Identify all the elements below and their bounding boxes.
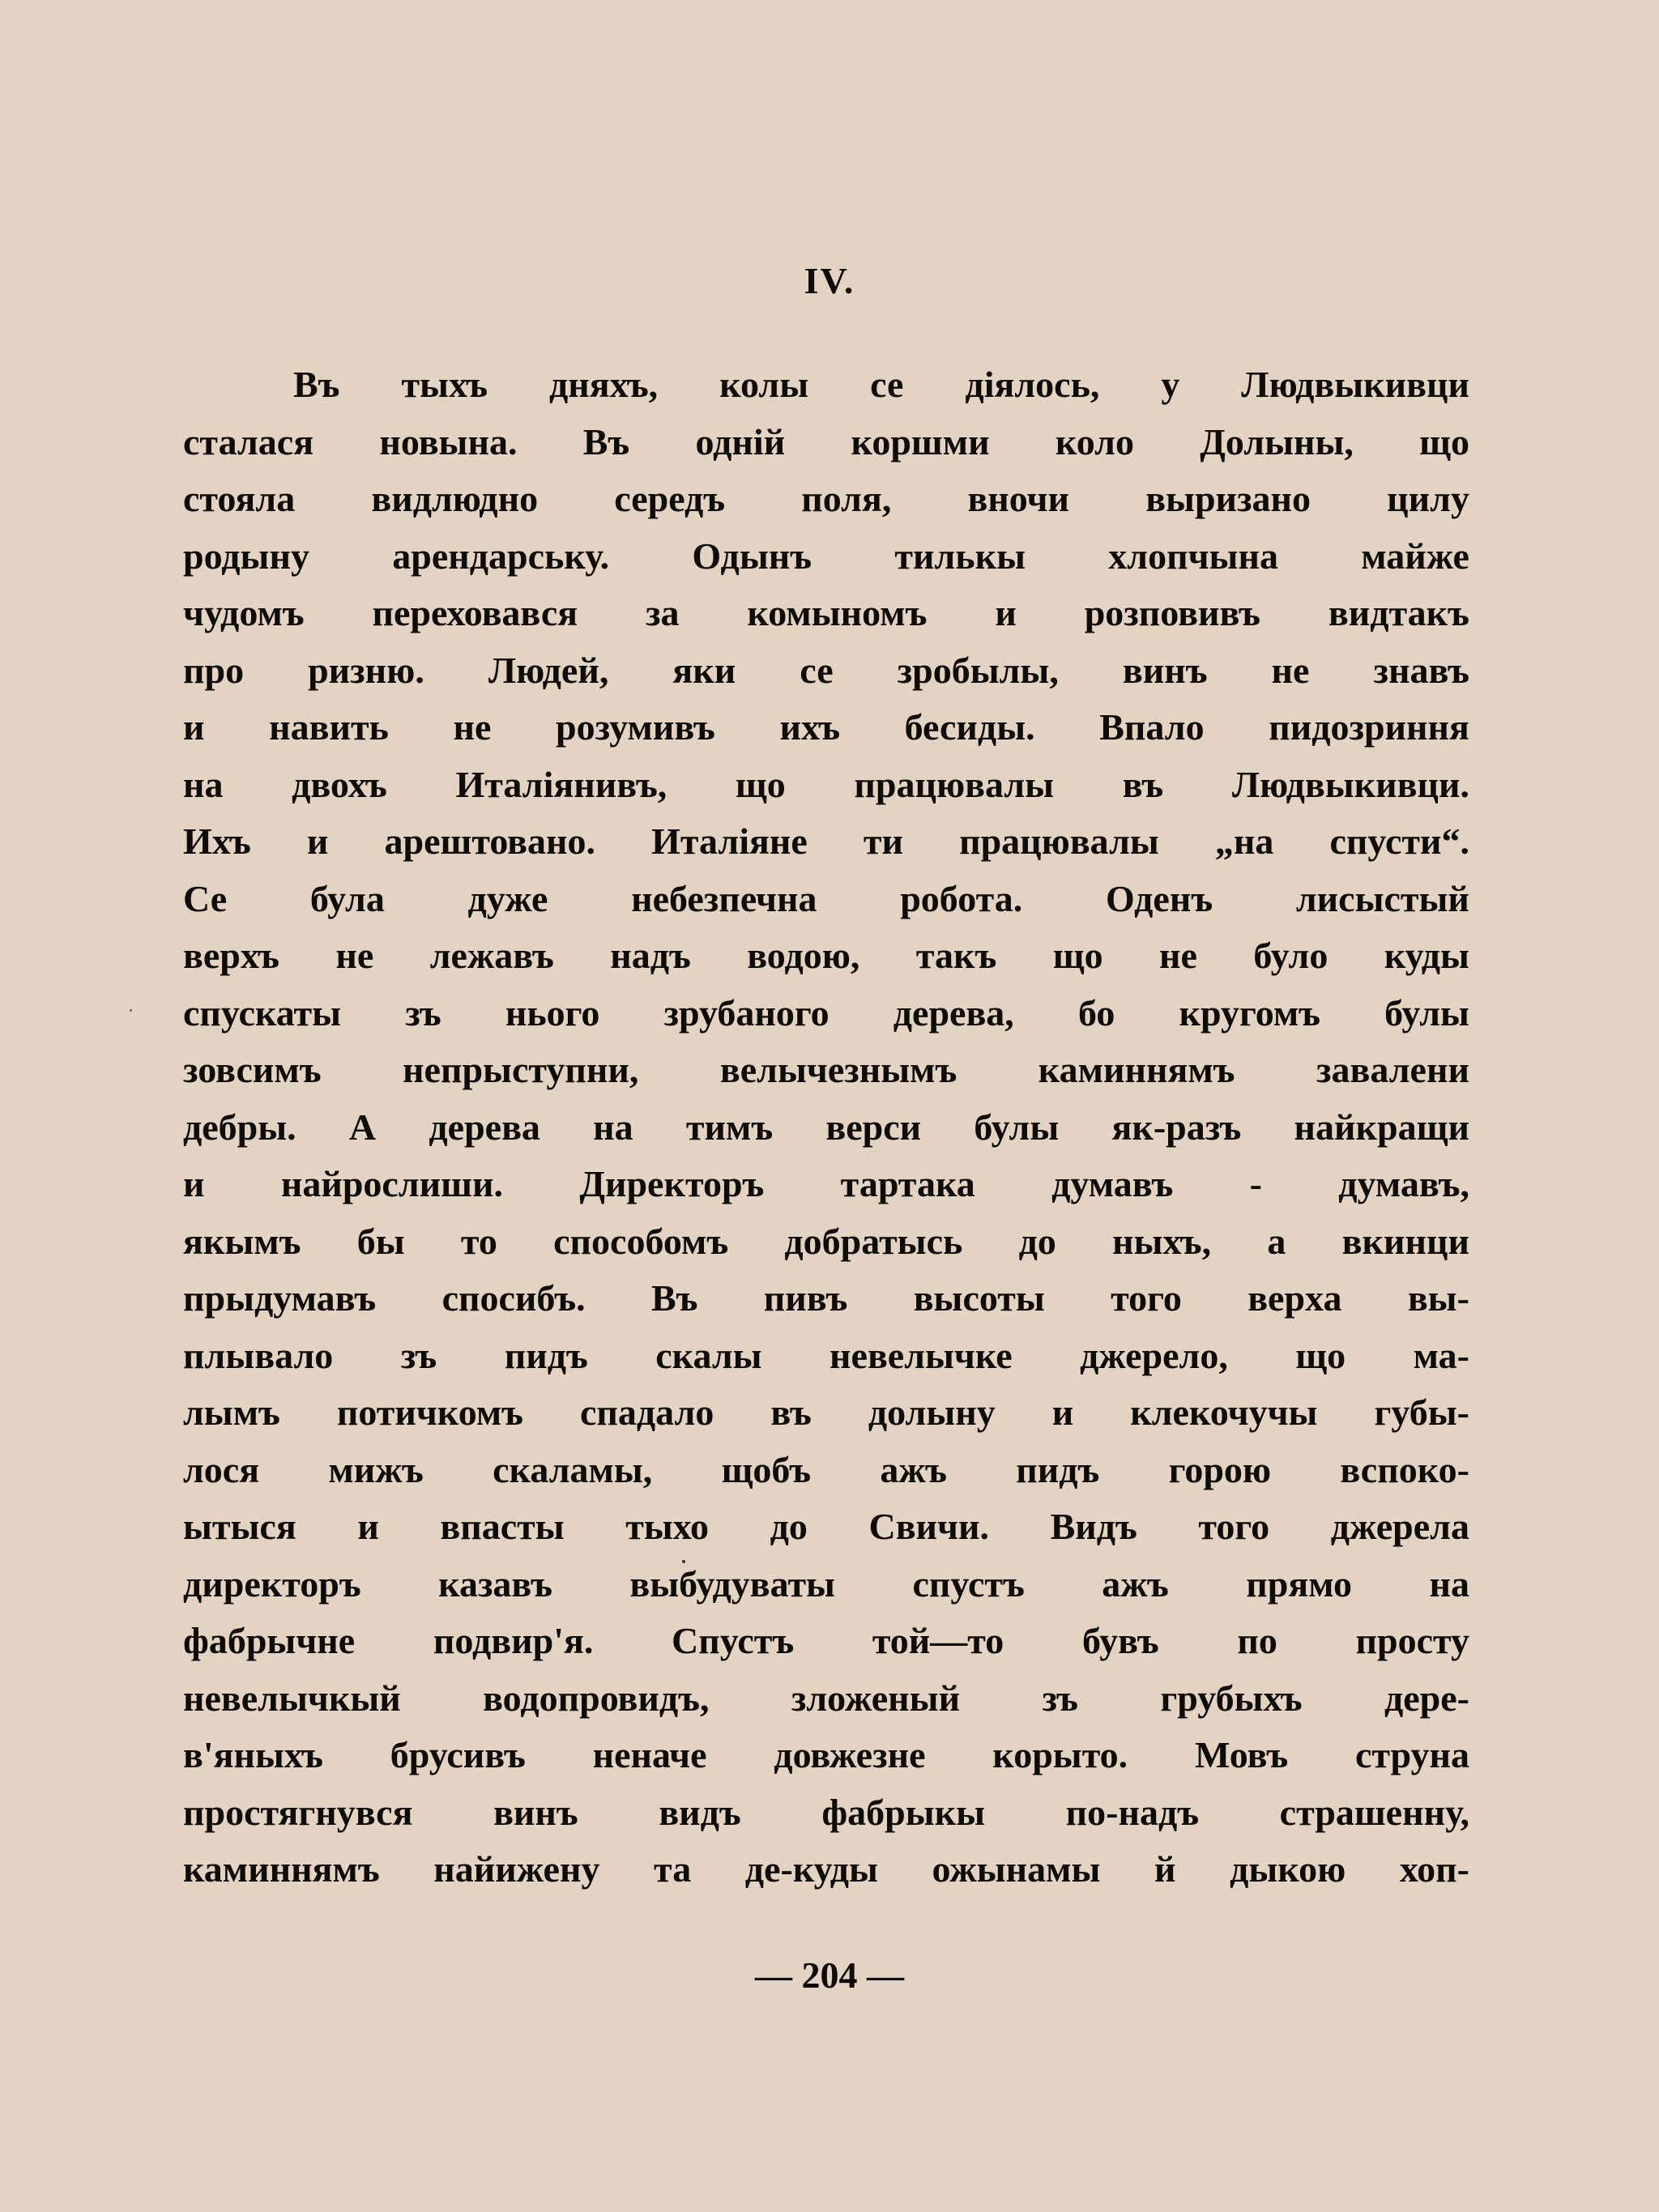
word: дыкою bbox=[1230, 1848, 1346, 1890]
word: долыну bbox=[868, 1392, 996, 1433]
word: Свичи. bbox=[868, 1506, 989, 1547]
word: и bbox=[183, 1163, 205, 1204]
word: непрыступни, bbox=[403, 1049, 639, 1090]
word: грубыхъ bbox=[1160, 1677, 1303, 1719]
word: Людей, bbox=[488, 649, 609, 691]
word: лисыстый bbox=[1295, 877, 1469, 919]
word: невелычке bbox=[830, 1334, 1013, 1376]
word: переховався bbox=[372, 592, 578, 633]
word: нього bbox=[505, 991, 600, 1034]
word: розповивъ bbox=[1084, 592, 1260, 633]
word: плывало bbox=[183, 1334, 334, 1376]
text-line bbox=[183, 1270, 1469, 1328]
word: ажъ bbox=[880, 1448, 947, 1490]
word: найкращи bbox=[1294, 1106, 1469, 1148]
word: и bbox=[1051, 1392, 1074, 1433]
word: зложеный bbox=[791, 1677, 961, 1719]
word: зрубаного bbox=[663, 991, 830, 1034]
word: хоп- bbox=[1399, 1848, 1469, 1890]
word: зъ bbox=[1042, 1677, 1078, 1719]
word: дняхъ, bbox=[548, 364, 659, 405]
word: скаламы, bbox=[493, 1448, 653, 1490]
word: на bbox=[1429, 1562, 1469, 1605]
word: й bbox=[1154, 1848, 1176, 1890]
word: Людвыкивци bbox=[1241, 364, 1469, 405]
word: брусивъ bbox=[390, 1734, 526, 1775]
word: що bbox=[1419, 420, 1469, 462]
text-line bbox=[183, 356, 1469, 414]
word: джерело, bbox=[1080, 1334, 1228, 1376]
text-line bbox=[183, 813, 1469, 871]
word: ажъ bbox=[1102, 1562, 1169, 1605]
word: арештовано. bbox=[384, 820, 596, 862]
word: що bbox=[1052, 935, 1103, 976]
word: працювалы bbox=[959, 820, 1159, 862]
word: комыномъ bbox=[747, 592, 928, 633]
word: колы bbox=[719, 364, 809, 405]
word: якымъ bbox=[183, 1220, 301, 1262]
word: не bbox=[1271, 649, 1310, 691]
word: арендарську. bbox=[392, 535, 610, 577]
word: до bbox=[1018, 1220, 1056, 1262]
word: верха bbox=[1247, 1277, 1342, 1319]
word: тимъ bbox=[685, 1106, 774, 1148]
word: той—то bbox=[872, 1620, 1004, 1661]
word: се bbox=[800, 649, 834, 691]
word: Оденъ bbox=[1105, 877, 1213, 919]
word: зъ bbox=[405, 991, 441, 1034]
text-line bbox=[183, 642, 1469, 700]
text-line bbox=[183, 414, 1469, 471]
word: пидъ bbox=[504, 1334, 588, 1376]
word: пидозриння bbox=[1269, 706, 1469, 748]
word: пивъ bbox=[763, 1277, 848, 1319]
text-line bbox=[183, 1042, 1469, 1099]
word: не bbox=[453, 706, 492, 748]
word: такъ bbox=[915, 935, 997, 976]
word: куды bbox=[1384, 935, 1469, 976]
word: Долыны, bbox=[1200, 420, 1354, 462]
word: бы bbox=[356, 1220, 405, 1262]
word: страшенну, bbox=[1279, 1791, 1469, 1833]
text-line bbox=[183, 1442, 1469, 1499]
text-line bbox=[183, 871, 1469, 928]
word: неначе bbox=[592, 1734, 707, 1775]
word: въ bbox=[1122, 763, 1164, 805]
word: надъ bbox=[610, 935, 691, 976]
text-line bbox=[183, 528, 1469, 586]
word: прямо bbox=[1246, 1562, 1352, 1605]
text-line bbox=[183, 757, 1469, 814]
text-line bbox=[183, 585, 1469, 642]
word: булы bbox=[974, 1106, 1060, 1148]
word: було bbox=[1253, 935, 1328, 976]
word: стояла bbox=[183, 478, 296, 519]
word: лымъ bbox=[183, 1392, 280, 1433]
word: спустъ bbox=[912, 1562, 1025, 1605]
word: Въ bbox=[293, 364, 340, 405]
word: бесиды. bbox=[904, 706, 1035, 748]
word: Впало bbox=[1099, 706, 1205, 748]
word: думавъ bbox=[1051, 1163, 1174, 1204]
word: ытыся bbox=[183, 1506, 296, 1547]
word: майже bbox=[1361, 535, 1469, 577]
word: скалы bbox=[655, 1334, 762, 1376]
word: небезпечна bbox=[631, 877, 817, 919]
word: невелычкый bbox=[183, 1677, 401, 1719]
text-line bbox=[183, 1156, 1469, 1213]
word: по bbox=[1237, 1620, 1277, 1661]
word: способомъ bbox=[553, 1220, 729, 1262]
word: Видъ bbox=[1050, 1506, 1137, 1547]
word: то bbox=[460, 1220, 497, 1262]
word: на bbox=[183, 763, 224, 805]
word: того bbox=[1111, 1277, 1182, 1319]
word: на bbox=[593, 1106, 633, 1148]
word: бувъ bbox=[1081, 1620, 1159, 1661]
word: дуже bbox=[467, 877, 548, 919]
word: водою, bbox=[747, 935, 860, 976]
word: Въ bbox=[582, 420, 630, 462]
text-line bbox=[183, 1556, 1469, 1613]
word: де-куды bbox=[744, 1848, 878, 1890]
word: ихъ bbox=[779, 706, 841, 748]
word: у bbox=[1161, 364, 1180, 405]
word: дерева, bbox=[893, 991, 1014, 1034]
word: Директоръ bbox=[579, 1163, 765, 1204]
word: спосибъ. bbox=[441, 1277, 586, 1319]
word: була bbox=[309, 877, 385, 919]
word: фабрыкы bbox=[821, 1791, 986, 1833]
word: а bbox=[1267, 1220, 1286, 1262]
word: клекочучы bbox=[1130, 1392, 1318, 1433]
word: велычезнымъ bbox=[719, 1049, 957, 1090]
word: поля, bbox=[801, 478, 892, 519]
word: Мовъ bbox=[1194, 1734, 1289, 1775]
word: новына. bbox=[379, 420, 518, 462]
text-line bbox=[183, 1099, 1469, 1157]
word: ныхъ, bbox=[1112, 1220, 1212, 1262]
word: видтакъ bbox=[1328, 592, 1469, 633]
word: найижену bbox=[433, 1848, 600, 1890]
word: дерева bbox=[429, 1106, 540, 1148]
text-line bbox=[183, 1328, 1469, 1385]
word: про bbox=[183, 649, 245, 691]
word: горою bbox=[1168, 1448, 1272, 1490]
word: и bbox=[357, 1506, 379, 1547]
word: выризано bbox=[1145, 478, 1311, 519]
word: выбудуваты bbox=[629, 1562, 835, 1605]
word: фабрычне bbox=[183, 1620, 356, 1661]
word: „на bbox=[1214, 820, 1274, 862]
word: спадало bbox=[579, 1392, 714, 1433]
word: вночи bbox=[967, 478, 1070, 519]
word: до bbox=[770, 1506, 808, 1547]
word: Въ bbox=[650, 1277, 698, 1319]
word: довжезне bbox=[774, 1734, 926, 1775]
word: корыто. bbox=[992, 1734, 1128, 1775]
word: и bbox=[183, 706, 205, 748]
word: дере- bbox=[1384, 1677, 1469, 1719]
word: хлопчына bbox=[1108, 535, 1278, 577]
word: що bbox=[1295, 1334, 1346, 1376]
text-line bbox=[183, 1670, 1469, 1728]
word: - bbox=[1249, 1163, 1262, 1204]
word: в'яныхъ bbox=[183, 1734, 323, 1775]
word: тартака bbox=[840, 1163, 975, 1204]
word: ма- bbox=[1413, 1334, 1469, 1376]
text-line bbox=[183, 699, 1469, 757]
word: зовсимъ bbox=[183, 1049, 322, 1090]
word: дебры. bbox=[183, 1106, 296, 1148]
print-speck bbox=[682, 1560, 685, 1563]
word: подвир'я. bbox=[433, 1620, 594, 1661]
word: не bbox=[1159, 935, 1197, 976]
word: А bbox=[348, 1106, 377, 1148]
word: кругомъ bbox=[1179, 991, 1320, 1034]
text-line bbox=[183, 1498, 1469, 1556]
word: директоръ bbox=[183, 1562, 361, 1605]
text-line bbox=[183, 1613, 1469, 1670]
word: въ bbox=[770, 1392, 812, 1433]
word: бо bbox=[1077, 991, 1115, 1034]
word: впасты bbox=[440, 1506, 565, 1547]
word: губы- bbox=[1374, 1392, 1469, 1433]
word: тилькы bbox=[894, 535, 1026, 577]
word: вы- bbox=[1407, 1277, 1469, 1319]
word: тыхо bbox=[625, 1506, 710, 1547]
word: знавъ bbox=[1373, 649, 1469, 691]
word: зъ bbox=[400, 1334, 437, 1376]
word: найрослиши. bbox=[280, 1163, 503, 1204]
word: верхъ bbox=[183, 935, 279, 976]
word: родыну bbox=[183, 535, 309, 577]
word: одній bbox=[695, 420, 786, 462]
word: Людвыкивци. bbox=[1231, 763, 1469, 805]
word: думавъ, bbox=[1338, 1163, 1469, 1204]
word: зробылы, bbox=[897, 649, 1059, 691]
word: винъ bbox=[493, 1791, 578, 1833]
word: спускаты bbox=[183, 991, 342, 1034]
word: пидъ bbox=[1016, 1448, 1100, 1490]
word: діялось, bbox=[965, 364, 1100, 405]
page-number: — 204 — bbox=[755, 1954, 904, 1996]
word: лежавъ bbox=[429, 935, 554, 976]
word: видлюдно bbox=[371, 478, 539, 519]
word: яки bbox=[672, 649, 736, 691]
word: добратысь bbox=[784, 1220, 963, 1262]
body-text bbox=[183, 356, 1469, 1899]
word: по-надъ bbox=[1065, 1791, 1200, 1833]
text-line bbox=[183, 1213, 1469, 1271]
word: лося bbox=[183, 1448, 260, 1490]
word: Се bbox=[183, 877, 228, 919]
word: завалени bbox=[1316, 1049, 1469, 1090]
word: прыдумавъ bbox=[183, 1277, 377, 1319]
word: се bbox=[870, 364, 904, 405]
word: середъ bbox=[614, 478, 726, 519]
word: вспоко- bbox=[1340, 1448, 1469, 1490]
word: и bbox=[995, 592, 1017, 633]
text-line bbox=[183, 1384, 1469, 1442]
word: розумивъ bbox=[556, 706, 715, 748]
word: винъ bbox=[1122, 649, 1208, 691]
word: ожынамы bbox=[932, 1848, 1101, 1890]
word: мижъ bbox=[328, 1448, 424, 1490]
word: та bbox=[654, 1848, 692, 1890]
text-line bbox=[183, 1784, 1469, 1842]
word: за bbox=[646, 592, 680, 633]
word: що bbox=[735, 763, 786, 805]
margin-speck bbox=[130, 1009, 132, 1012]
word: вкинци bbox=[1341, 1220, 1469, 1262]
chapter-heading: IV. bbox=[804, 260, 855, 301]
word: каминнямъ bbox=[183, 1848, 380, 1890]
word: двохъ bbox=[292, 763, 387, 805]
word: працювалы bbox=[854, 763, 1055, 805]
word: коло bbox=[1055, 420, 1134, 462]
word: того bbox=[1198, 1506, 1270, 1547]
word: Спустъ bbox=[672, 1620, 795, 1661]
word: просту bbox=[1355, 1620, 1469, 1661]
word: потичкомъ bbox=[336, 1392, 523, 1433]
word: ризню. bbox=[308, 649, 424, 691]
word: водопровидъ, bbox=[483, 1677, 710, 1719]
word: каминнямъ bbox=[1038, 1049, 1235, 1090]
word: навить bbox=[269, 706, 389, 748]
word: Одынъ bbox=[692, 535, 812, 577]
word: коршми bbox=[851, 420, 990, 462]
text-line bbox=[183, 471, 1469, 528]
text-line bbox=[183, 1841, 1469, 1899]
word: тыхъ bbox=[401, 364, 488, 405]
word: казавъ bbox=[438, 1562, 552, 1605]
word: Италіяне bbox=[651, 820, 808, 862]
word: ти bbox=[863, 820, 904, 862]
word: и bbox=[306, 820, 329, 862]
word: видъ bbox=[659, 1791, 741, 1833]
word: цилу bbox=[1387, 478, 1469, 519]
word: не bbox=[335, 935, 374, 976]
text-line bbox=[183, 985, 1469, 1042]
word: джерела bbox=[1330, 1506, 1469, 1547]
word: Ихъ bbox=[183, 820, 251, 862]
word: Италіянивъ, bbox=[455, 763, 667, 805]
word: щобъ bbox=[721, 1448, 812, 1490]
word: булы bbox=[1384, 991, 1469, 1034]
word: робота. bbox=[900, 877, 1023, 919]
word: высоты bbox=[913, 1277, 1045, 1319]
text-line bbox=[183, 927, 1469, 985]
word: верси bbox=[825, 1106, 922, 1148]
word: спусти“. bbox=[1329, 820, 1469, 862]
word: чудомъ bbox=[183, 592, 305, 633]
text-line bbox=[183, 1727, 1469, 1784]
word: як-разъ bbox=[1111, 1106, 1242, 1148]
word: струна bbox=[1354, 1734, 1469, 1775]
word: простягнувся bbox=[183, 1791, 413, 1833]
word: сталася bbox=[183, 420, 314, 462]
